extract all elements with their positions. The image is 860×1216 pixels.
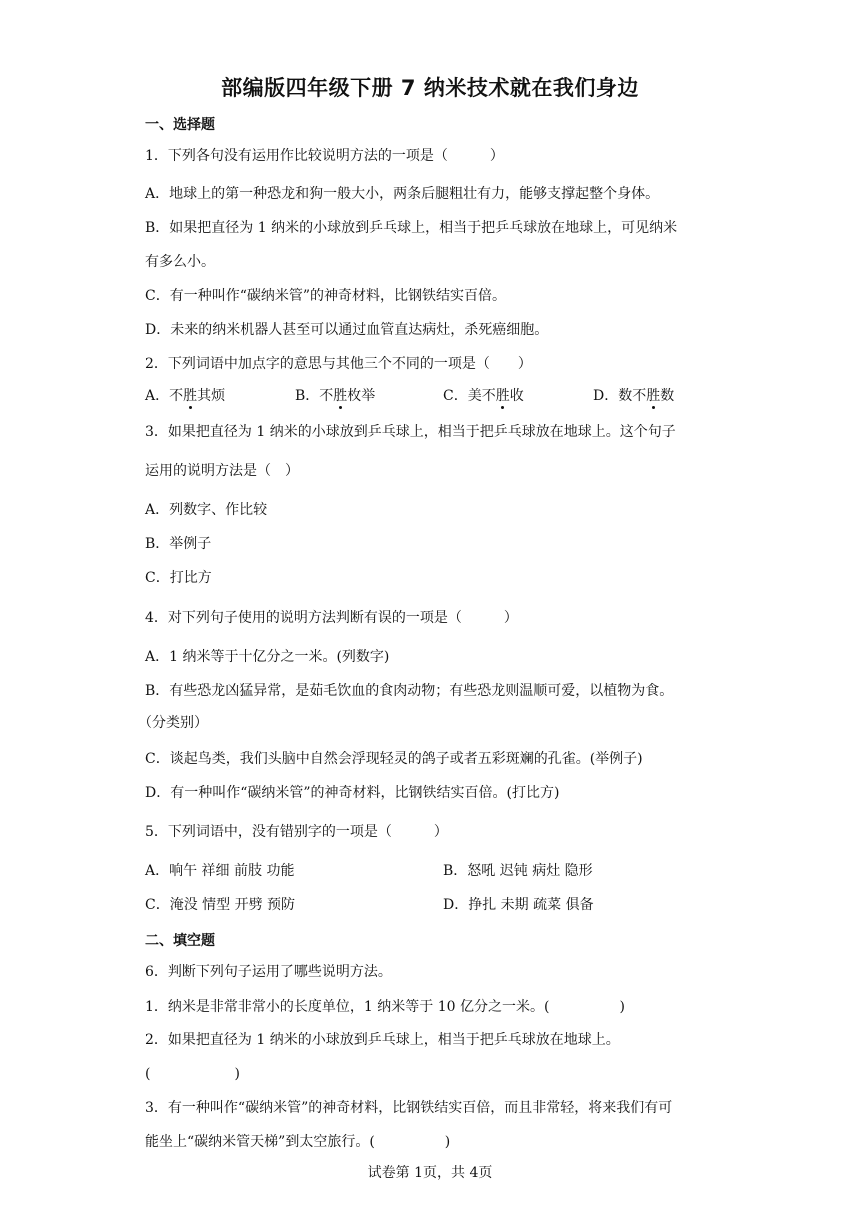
q1-option-c: C．有一种叫作“碳纳米管”的神奇材料，比钢铁结实百倍。 [145, 288, 507, 304]
section-heading-fill: 二、填空题 [145, 933, 215, 949]
q4-option-b: B．有些恐龙凶猛异常，是茹毛饮血的食肉动物；有些恐龙则温顺可爱，以植物为食。 [145, 683, 674, 699]
q2-option-a [145, 386, 225, 406]
q3-option-c: C．打比方 [145, 570, 212, 586]
q6-sentence-2-blank: ( ) [145, 1066, 240, 1082]
q6-sentence-2: 2．如果把直径为 1 纳米的小球放到乒乓球上，相当于把乒乓球放在地球上。 [145, 1032, 620, 1048]
q1-option-a: A．地球上的第一种恐龙和狗一般大小，两条后腿粗壮有力，能够支撑起整个身体。 [145, 186, 660, 202]
q5-option-c: C．淹没 情型 开劈 预防 [145, 897, 296, 913]
emphasis-dot-char: 胜 [183, 388, 198, 404]
q4-option-d: D．有一种叫作“碳纳米管”的神奇材料，比钢铁结实百倍。(打比方) [145, 785, 560, 801]
option-text: B．不 [295, 388, 334, 404]
q6-sentence-3: 3．有一种叫作“碳纳米管”的神奇材料，比钢铁结实百倍，而且非常轻，将来我们有可 [145, 1100, 673, 1116]
q3-option-b: B．举例子 [145, 536, 212, 552]
option-text: 其烦 [197, 388, 226, 404]
q6-sentence-3-cont: 能坐上“碳纳米管天梯”到太空旅行。( ) [145, 1134, 451, 1150]
q3-stem: 3．如果把直径为 1 纳米的小球放到乒乓球上，相当于把乒乓球放在地球上。这个句子 [145, 424, 676, 440]
q4-option-a: A．1 纳米等于十亿分之一米。(列数字) [145, 649, 390, 665]
q3-option-a: A．列数字、作比较 [145, 502, 268, 518]
option-text: A．不 [145, 388, 184, 404]
q1-option-d: D．未来的纳米机器人甚至可以通过血管直达病灶，杀死癌细胞。 [145, 322, 549, 338]
q4-stem: 4．对下列句子使用的说明方法判断有误的一项是（ ） [145, 610, 518, 626]
q1-option-b-cont: 有多么小。 [145, 254, 215, 270]
q5-stem: 5．下列词语中，没有错别字的一项是（ ） [145, 824, 448, 840]
q4-option-c: C．谈起鸟类，我们头脑中自然会浮现轻灵的鸽子或者五彩斑斓的孔雀。(举例子) [145, 751, 643, 767]
section-heading-choice: 一、选择题 [145, 117, 215, 133]
option-text: 收 [509, 388, 524, 404]
q6-stem: 6．判断下列句子运用了哪些说明方法。 [145, 964, 392, 980]
q5-option-d: D．挣扎 未期 疏菜 俱备 [443, 897, 594, 913]
q2-stem: 2．下列词语中加点字的意思与其他三个不同的一项是（ ） [145, 356, 532, 372]
q3-stem-cont: 运用的说明方法是（ ） [145, 463, 299, 479]
q4-option-b-cont: （分类别） [138, 715, 208, 731]
option-text: C．美不 [443, 388, 496, 404]
page-title: 部编版四年级下册 7 纳米技术就在我们身边 [221, 76, 639, 100]
q1-stem: 1．下列各句没有运用作比较说明方法的一项是（ ） [145, 148, 504, 164]
q2-option-b [295, 386, 375, 406]
q2-option-d [593, 386, 674, 406]
emphasis-dot-char: 胜 [333, 388, 348, 404]
emphasis-dot-char: 胜 [646, 388, 661, 404]
option-text: 枚举 [347, 388, 376, 404]
option-text: 数 [660, 388, 675, 404]
q2-option-c [443, 386, 524, 406]
q5-option-a: A．响午 祥细 前肢 功能 [145, 863, 295, 879]
q6-sentence-1: 1．纳米是非常非常小的长度单位，1 纳米等于 10 亿分之一米。( ) [145, 999, 625, 1015]
q5-option-b: B．怒吼 迟钝 病灶 隐形 [443, 863, 593, 879]
emphasis-dot-char: 胜 [495, 388, 510, 404]
q1-option-b: B．如果把直径为 1 纳米的小球放到乒乓球上，相当于把乒乓球放在地球上，可见纳米 [145, 220, 678, 236]
page-footer: 试卷第 1页，共 4页 [367, 1165, 493, 1181]
option-text: D．数不 [593, 388, 647, 404]
